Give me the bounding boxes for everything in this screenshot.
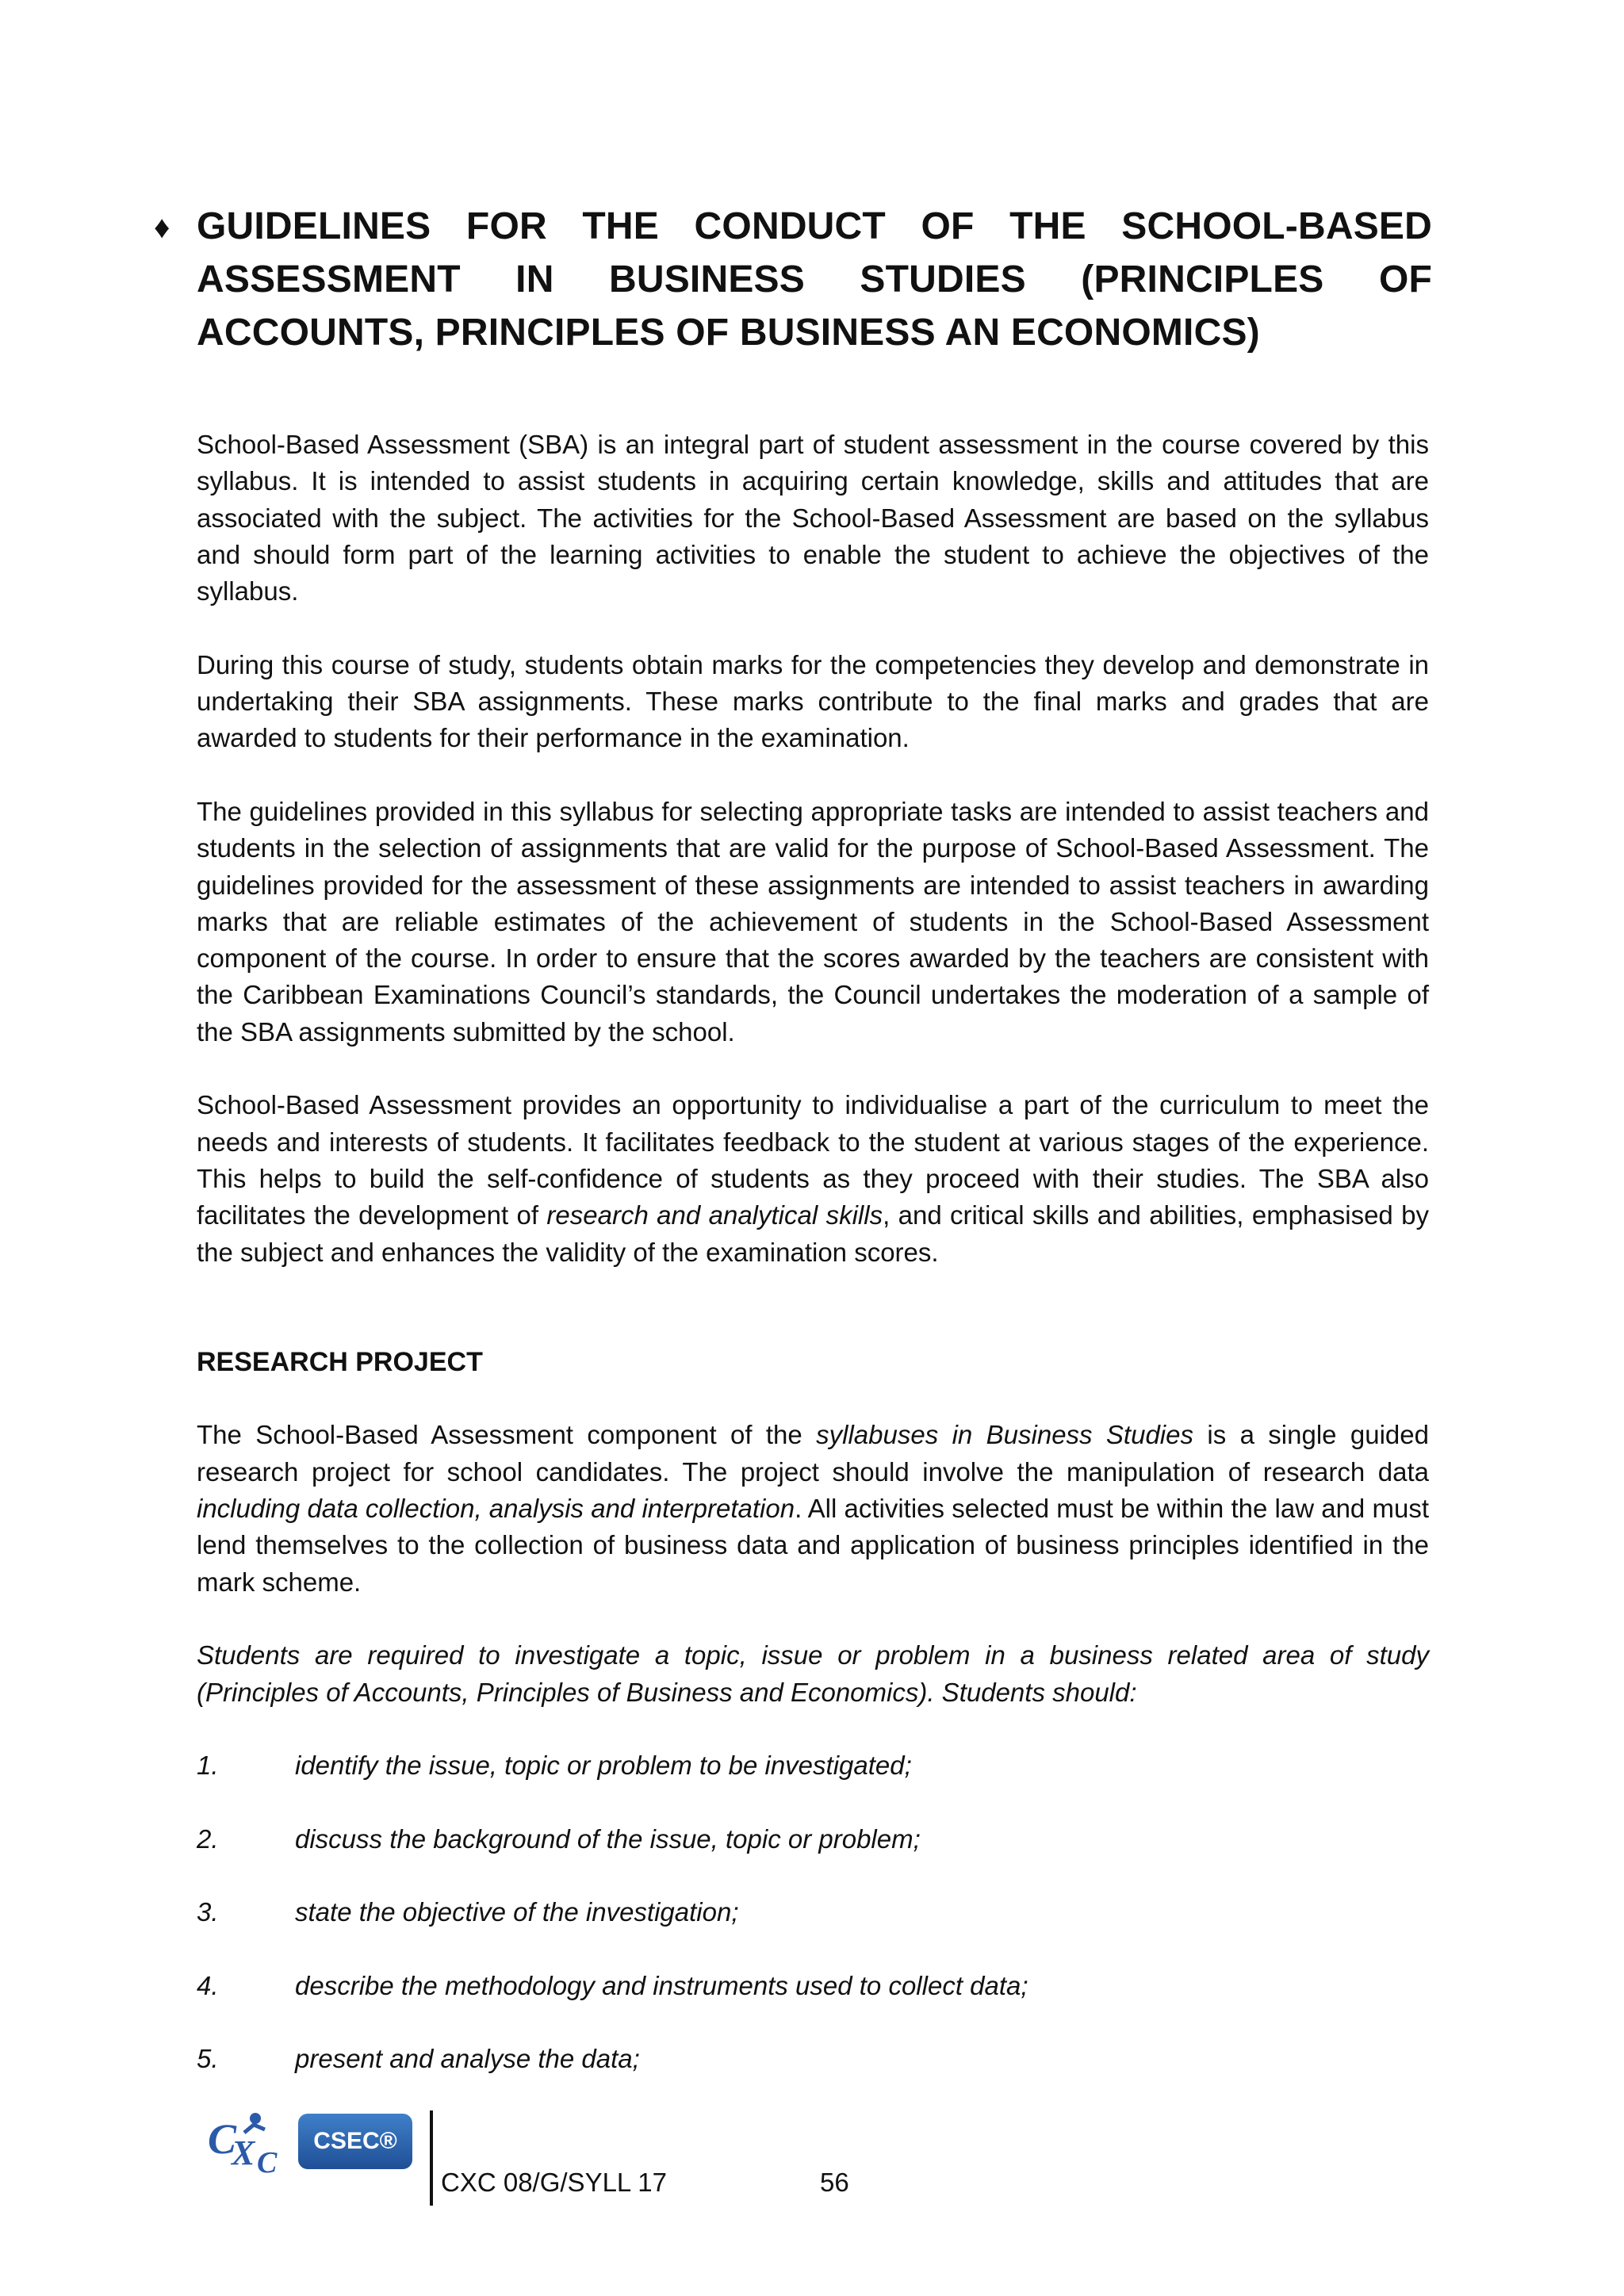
cxc-logo-icon bbox=[205, 2109, 292, 2175]
footer-divider bbox=[430, 2110, 433, 2206]
list-item: 2. discuss the background of the issue, topic or problem; bbox=[197, 1823, 921, 1854]
paragraph-research-component: The School-Based Assessment component of the syllabuses in Business Studies is a single guided research project for school candidates. The project should involve the manipulation of research data including data collection, analysis and interpretation. All activities selected must be within the law and must lend themselves to the collection of business data and application of business principles identified in the mark scheme. bbox=[197, 1420, 1429, 1597]
research-steps-list bbox=[197, 1747, 1429, 2078]
list-item: 1. identify the issue, topic or problem to be investigated; bbox=[197, 1751, 912, 1781]
italic-phrase: research and analytical skills bbox=[546, 1200, 883, 1230]
paragraph-students-required: Students are required to investigate a topic, issue or problem in a business related area of study (Principles of Accounts, Principles of Business and Economics). Students should: bbox=[197, 1640, 1429, 1707]
syllabus-code: CXC 08/G/SYLL 17 bbox=[441, 2168, 667, 2197]
paragraph-marks: During this course of study, students obtain marks for the competencies they develop and demonstrate in undertaking their SBA assignments. These marks contribute to the final marks and grades that are awarded to students for their performance in the examination. bbox=[197, 649, 1429, 753]
research-project-title: RESEARCH PROJECT bbox=[197, 1346, 483, 1377]
paragraph-opportunity: School-Based Assessment provides an opportunity to individualise a part of the curriculum to meet the needs and interests of students. It facilitates feedback to the student at various stages of the experience. This helps to build the self-confidence of students as they proceed with their studies. The SBA also facilitates the development of research and analytical skills, and critical skills and abilities, emphasised by the subject and enhances the validity of the examination scores. bbox=[197, 1090, 1430, 1267]
section-heading: GUIDELINES FOR THE CONDUCT OF THE SCHOOL-BASED ASSESSMENT IN BUSINESS STUDIES (PRINCIPLES OF ACCOUNTS, PRINCIPLES OF BUSINESS AN ECONOMICS) bbox=[197, 205, 1432, 354]
svg-text:X: X bbox=[232, 2133, 255, 2172]
list-item: 3. state the objective of the investigation; bbox=[197, 1897, 739, 1927]
list-item: 4. describe the methodology and instruments used to collect data; bbox=[197, 1970, 1028, 2000]
svg-text:C: C bbox=[257, 2146, 278, 2175]
csec-logo: CSEC® bbox=[298, 2114, 412, 2169]
section-heading-block bbox=[155, 200, 1432, 359]
svg-text:C: C bbox=[208, 2115, 237, 2163]
italic-phrase: including data collection, analysis and interpretation bbox=[197, 1494, 795, 1524]
paragraph-sba-intro: School-Based Assessment (SBA) is an integral part of student assessment in the course covered by this syllabus. It is intended to assist students in acquiring certain knowledge, skills and attitudes that are associated with the subject. The activities for the School-Based Assessment are based on the syllabus and should form part of the learning activities to enable the student to achieve the objectives of the syllabus. bbox=[197, 430, 1429, 607]
document-body bbox=[197, 427, 1429, 2114]
list-item: 5. present and analyse the data; bbox=[197, 2044, 640, 2074]
page-footer bbox=[0, 2101, 1624, 2196]
italic-phrase: syllabuses in Business Studies bbox=[816, 1420, 1193, 1450]
paragraph-guidelines: The guidelines provided in this syllabus for selecting appropriate tasks are intended to assist teachers and students in the selection of assignments that are valid for the purpose of School-Based Assessment. The guidelines provided for the assessment of these assignments are intended to assist teachers in awarding marks that are reliable estimates of the achievement of students in the School-Based Assessment component of the course. In order to ensure that the scores awarded by the teachers are consistent with the Caribbean Examinations Council’s standards, the Council undertakes the moderation of a sample of the SBA assignments submitted by the school. bbox=[197, 796, 1429, 1047]
page-number: 56 bbox=[820, 2168, 849, 2197]
diamond-bullet-icon: ♦ bbox=[154, 210, 170, 245]
